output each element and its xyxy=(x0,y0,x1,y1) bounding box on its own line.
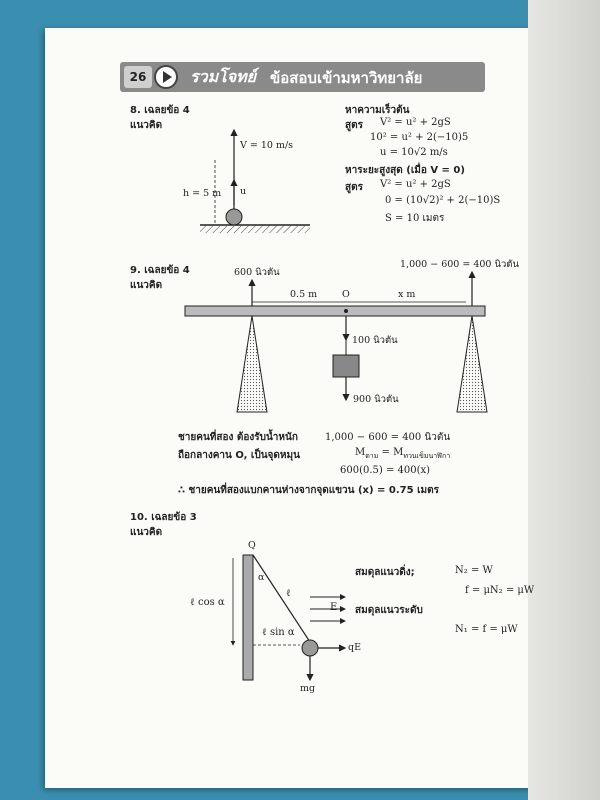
q8-title: 8. เฉลยข้อ 4 xyxy=(130,105,190,116)
q9-eq2-left-sub: ตาม xyxy=(365,452,379,460)
q8-velocity: V = 10 m/s xyxy=(240,140,294,151)
q9-nine-hundred: 900 นิวตัน xyxy=(353,394,399,405)
brand-title: รวมโจทย์ xyxy=(190,67,257,86)
q8-height: h = 5 m xyxy=(183,188,222,199)
q9-eq1: 1,000 − 600 = 400 นิวตัน xyxy=(325,432,451,443)
q9-eq2-right-sub: ทวนเข็มนาฬิกา xyxy=(403,452,451,460)
q10-label: แนวคิด xyxy=(130,527,163,538)
q9-conclusion: ∴ ชายคนที่สองแบกคานห่างจากจุดแขวน (x) = 0.75 เมตร xyxy=(178,485,439,496)
q10-point-q: Q xyxy=(248,540,256,551)
q10-eq2: f = μN₂ = μW xyxy=(465,585,535,596)
q9-hundred: 100 นิวตัน xyxy=(352,335,398,346)
q8-label: แนวคิด xyxy=(130,120,163,131)
q9-left-force: 600 นิวตัน xyxy=(234,267,280,278)
q8-eq6: S = 10 เมตร xyxy=(385,213,445,224)
q10-mg: mg xyxy=(300,683,316,694)
q10-l-cos: ℓ cos α xyxy=(190,597,225,608)
q8-eq4: V² = u² + 2gS xyxy=(380,179,451,190)
q9-label: แนวคิด xyxy=(130,280,163,291)
q8-heading1: หาความเร็วต้น xyxy=(345,105,410,116)
q9-text2: ถือกลางคาน O, เป็นจุดหมุน xyxy=(178,450,300,461)
q9-title: 9. เฉลยข้อ 4 xyxy=(130,265,190,276)
q8-eq2: 10² = u² + 2(−10)5 xyxy=(370,132,469,143)
q9-pivot: O xyxy=(342,289,350,300)
q8-eq5: 0 = (10√2)² + 2(−10)S xyxy=(385,195,501,206)
q9-eq3: 600(0.5) = 400(x) xyxy=(340,465,431,476)
q9-dist-left: 0.5 m xyxy=(290,289,318,300)
q10-l-sin: ℓ sin α xyxy=(262,627,295,638)
header-subtitle: ข้อสอบเข้ามหาวิทยาลัย xyxy=(270,69,423,87)
q8-heading2: หาระยะสูงสุด (เมื่อ V = 0) xyxy=(345,165,465,176)
q9-eq2-right: = M xyxy=(381,447,404,458)
q10-balance-h: สมดุลแนวระดับ xyxy=(355,605,423,616)
q8-formula-word-2: สูตร xyxy=(345,182,363,193)
q9-text1: ชายคนที่สอง ต้องรับน้ำหนัก xyxy=(178,432,298,443)
q10-title: 10. เฉลยข้อ 3 xyxy=(130,512,197,523)
page-number: 26 xyxy=(124,66,152,88)
q10-balance-v: สมดุลแนวดิ่ง; xyxy=(355,567,415,578)
q9-eq2-left: M xyxy=(355,447,366,458)
q9-diagram xyxy=(185,272,487,412)
q10-qe: qE xyxy=(348,642,362,653)
q10-l: ℓ xyxy=(286,588,291,599)
q8-formula-word: สูตร xyxy=(345,120,363,131)
q9-right-force: 1,000 − 600 = 400 นิวตัน xyxy=(400,259,519,270)
q10-alpha: α xyxy=(258,572,265,583)
q9-eq2 xyxy=(355,447,450,462)
q8-eq1: V² = u² + 2gS xyxy=(380,117,451,128)
q10-diagram xyxy=(233,555,345,680)
q10-eq1: N₂ = W xyxy=(455,565,493,576)
q8-eq3: u = 10√2 m/s xyxy=(380,147,448,158)
q10-field: E xyxy=(330,602,338,613)
q9-dist-right: x m xyxy=(398,289,416,300)
q10-eq3: N₁ = f = μW xyxy=(455,624,518,635)
q8-u: u xyxy=(240,186,247,197)
